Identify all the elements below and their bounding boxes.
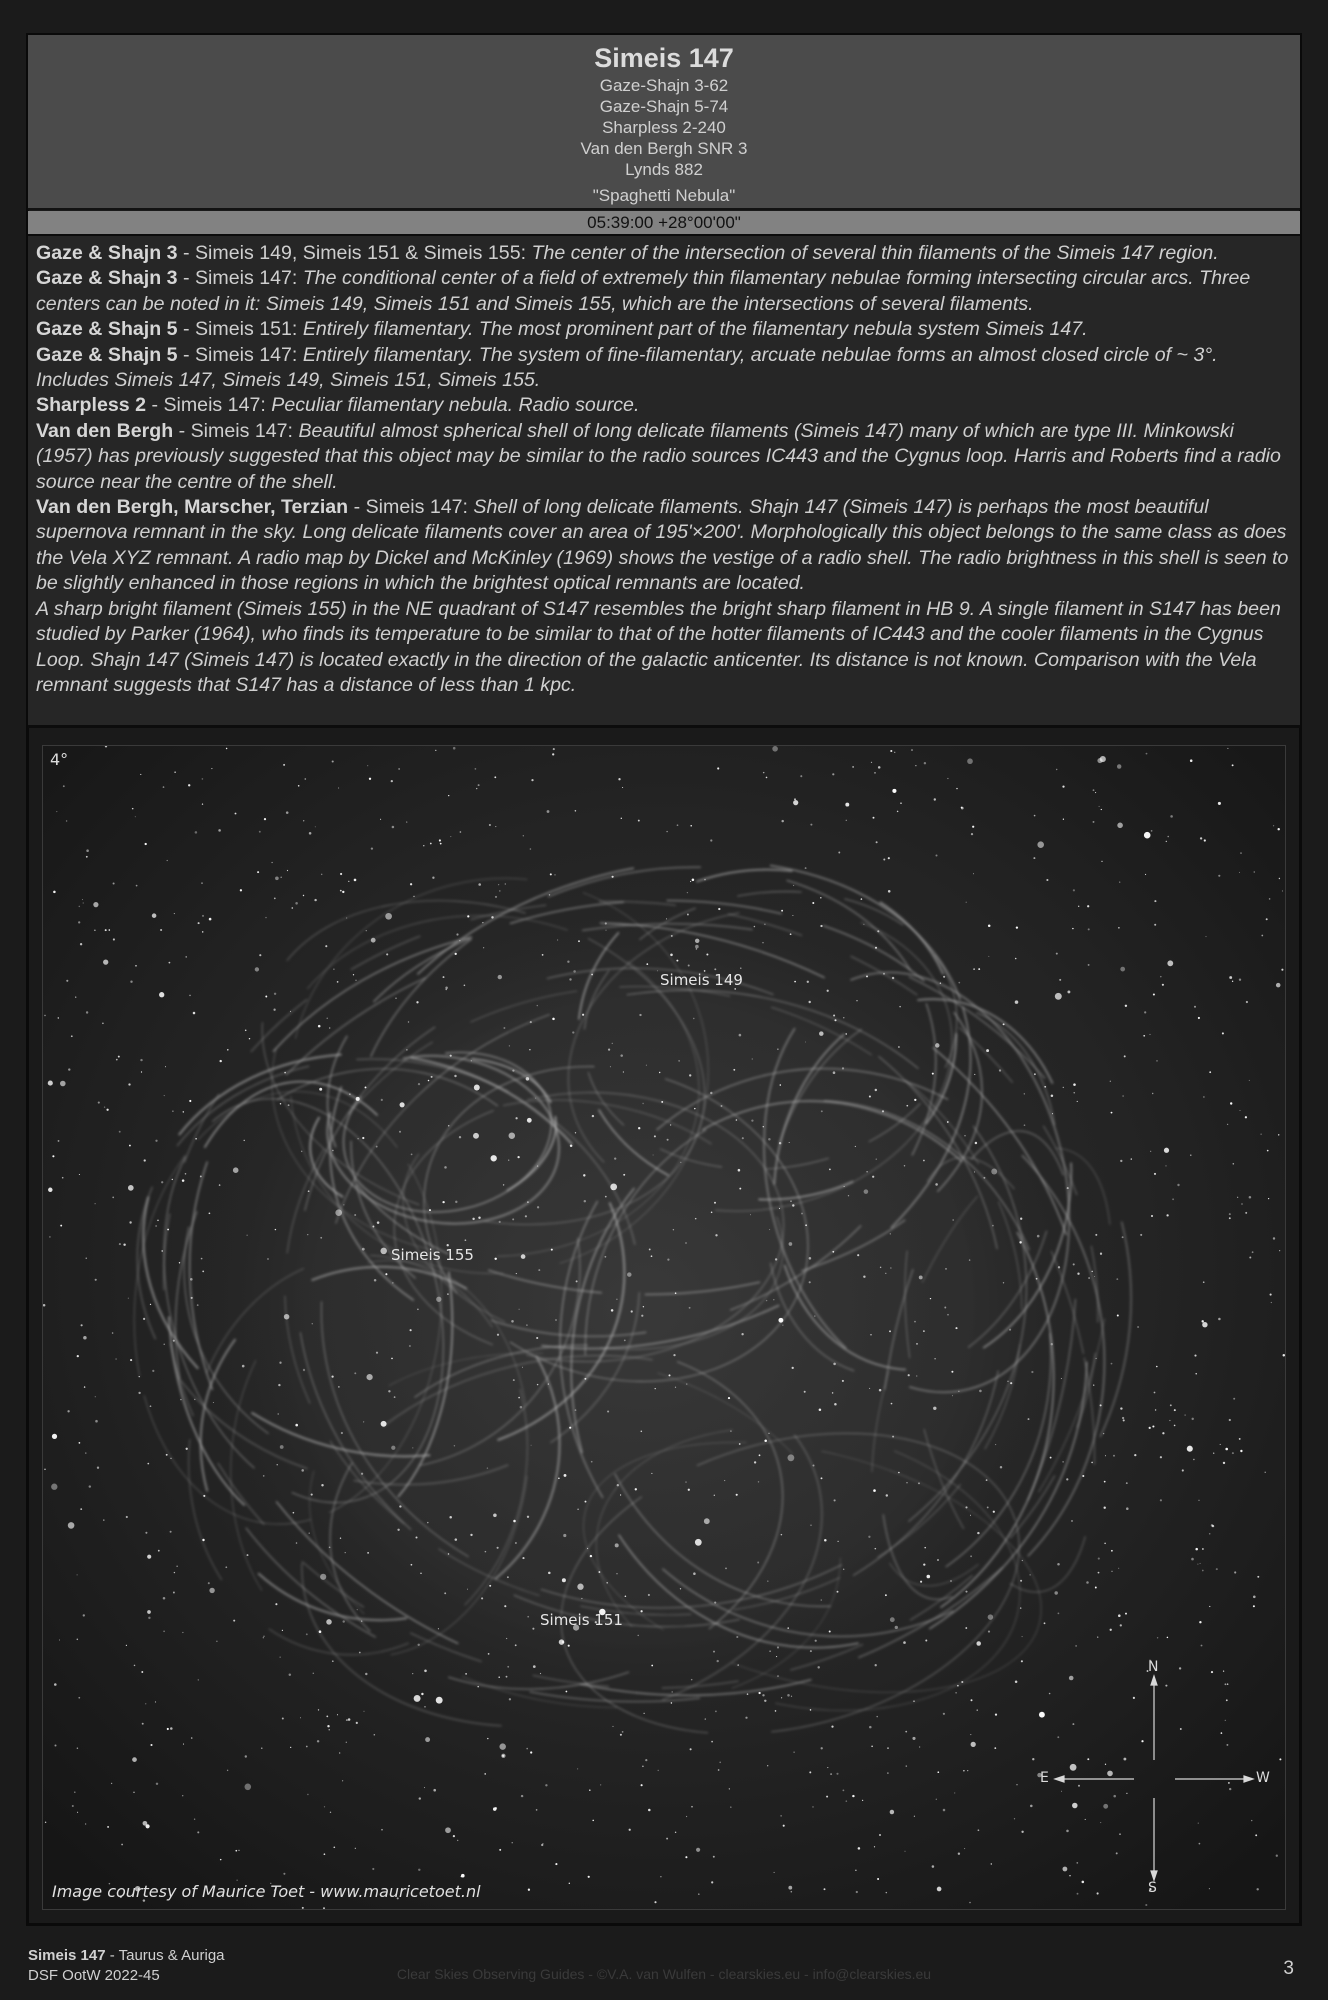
description-entry — [36, 266, 1292, 317]
alias-line: "Spaghetti Nebula" — [592, 186, 736, 205]
alias-line: Van den Bergh SNR 3 — [580, 139, 748, 158]
object-title: Simeis 147 — [594, 43, 734, 73]
description-source: Gaze & Shajn 3 — [36, 267, 178, 290]
description-subject: Simeis 147: — [194, 343, 303, 366]
footer-constellation: - Taurus & Auriga — [105, 1947, 225, 1964]
description-entry — [36, 419, 1292, 495]
description-text: The conditional center of a field of extremely thin filamentary nebulae forming intersecting circular arcs. Three centers can be noted in it: Simeis 149, Simeis 151 and Simeis 155, which are the intersections of several filaments. — [36, 267, 1251, 315]
alias-line: Sharpless 2-240 — [602, 118, 726, 137]
description-source: Sharpless 2 — [36, 394, 147, 417]
alias-line: Gaze-Shajn 3-62 — [599, 76, 729, 95]
star-field — [43, 746, 1285, 1909]
description-subject: Simeis 147: — [190, 419, 299, 442]
description-text: A sharp bright filament (Simeis 155) in the NE quadrant of S147 resembles the bright sharp filament in HB 9. A single filament in S147 has been studied by Parker (1964), who finds its temperature to be similar to that of the hotter filaments of IC443 and the cooler filaments in the Cygnus Loop. Shajn 147 (Simeis 147) is located exactly in the direction of the galactic anticenter. Its distance is not known. Comparison with the Vela remnant suggests that S147 has a distance of less than 1 kpc. — [36, 597, 1281, 696]
description-source: Gaze & Shajn 5 — [36, 318, 178, 341]
description-text: Shell of long delicate filaments. Shajn 147 (Simeis 147) is perhaps the most beautiful supernova remnant in the sky. Long delicate filaments cover an area of 195'×200'. Morphologically this object belongs to the same class as does the Vela XYZ remnant. A radio map by Dickel and McKinley (1969) shows the vestige of a radio shell. The radio brightness in this shell is seen to be slightly enhanced in those regions in which the brightest optical remnants are located. — [36, 496, 1289, 595]
description-subject: Simeis 147: — [194, 267, 303, 290]
object-header — [28, 35, 1300, 210]
image-credit: Image courtesy of Maurice Toet - www.mauricetoet.nl — [52, 1882, 481, 1901]
scale-label: 4° — [50, 750, 69, 769]
description-entry — [36, 393, 1292, 418]
description-panel — [28, 236, 1300, 728]
description-entry — [36, 241, 1292, 266]
label-simeis-155: Simeis 155 — [391, 1246, 474, 1264]
description-subject: Simeis 147: — [365, 496, 474, 519]
description-text: Entirely filamentary. The system of fine-filamentary, arcuate nebulae forms an almost closed circle of ~ 3°. Includes Simeis 147, Simeis 149, Simeis 151, Simeis 155. — [36, 343, 1218, 392]
description-text: The center of the intersection of several thin filaments of the Simeis 147 region. — [531, 242, 1219, 264]
footer-copyright: Clear Skies Observing Guides - ©V.A. van Wulfen - clearskies.eu - info@clearskies.eu — [396, 1966, 932, 1982]
description-source: Gaze & Shajn 3 — [36, 242, 178, 264]
separator: - — [177, 267, 195, 290]
label-simeis-149: Simeis 149 — [660, 971, 743, 989]
compass-east: E — [1040, 1770, 1049, 1786]
description-subject: Simeis 147: — [163, 394, 272, 417]
description-entry — [36, 495, 1292, 597]
compass-north: N — [1148, 1659, 1159, 1675]
separator: - — [177, 318, 195, 341]
description-subject: Simeis 149, Simeis 151 & Simeis 155: — [194, 242, 532, 264]
description-text: Entirely filamentary. The most prominent part of the filamentary nebula system Simeis 147. — [302, 318, 1088, 341]
description-entry — [36, 597, 1292, 699]
footer-series: DSF OotW 2022-45 — [28, 1967, 160, 1984]
description-subject: Simeis 151: — [194, 318, 303, 341]
description-source: Van den Bergh — [36, 419, 174, 442]
description-text: Beautiful almost spherical shell of long delicate filaments (Simeis 147) many of which are type III. Minkowski (1957) has previously suggested that this object may be similar to the radio sources IC443 and the Cygnus loop. Harris and Roberts find a radio source near the centre of the shell. — [36, 419, 1281, 493]
separator: - — [146, 394, 164, 417]
coordinates-bar: 05:39:00 +28°00'00" — [28, 211, 1300, 236]
footer-object: Simeis 147 — [28, 1947, 106, 1964]
separator: - — [177, 242, 195, 264]
description-source: Van den Bergh, Marscher, Terzian — [36, 496, 349, 519]
separator: - — [173, 419, 191, 442]
description-source: Gaze & Shajn 5 — [36, 343, 178, 366]
label-simeis-151: Simeis 151 — [540, 1611, 623, 1629]
separator: - — [348, 496, 366, 519]
description-entry — [36, 343, 1292, 394]
compass-west: W — [1256, 1770, 1270, 1786]
description-entry — [36, 317, 1292, 342]
compass-south: S — [1148, 1880, 1157, 1896]
alias-line: Gaze-Shajn 5-74 — [599, 97, 729, 116]
description-text: Peculiar filamentary nebula. Radio source. — [271, 394, 640, 417]
nebula-image — [42, 745, 1286, 1910]
page-number: 3 — [1283, 1958, 1294, 1979]
separator: - — [177, 343, 195, 366]
alias-line: Lynds 882 — [625, 160, 703, 179]
